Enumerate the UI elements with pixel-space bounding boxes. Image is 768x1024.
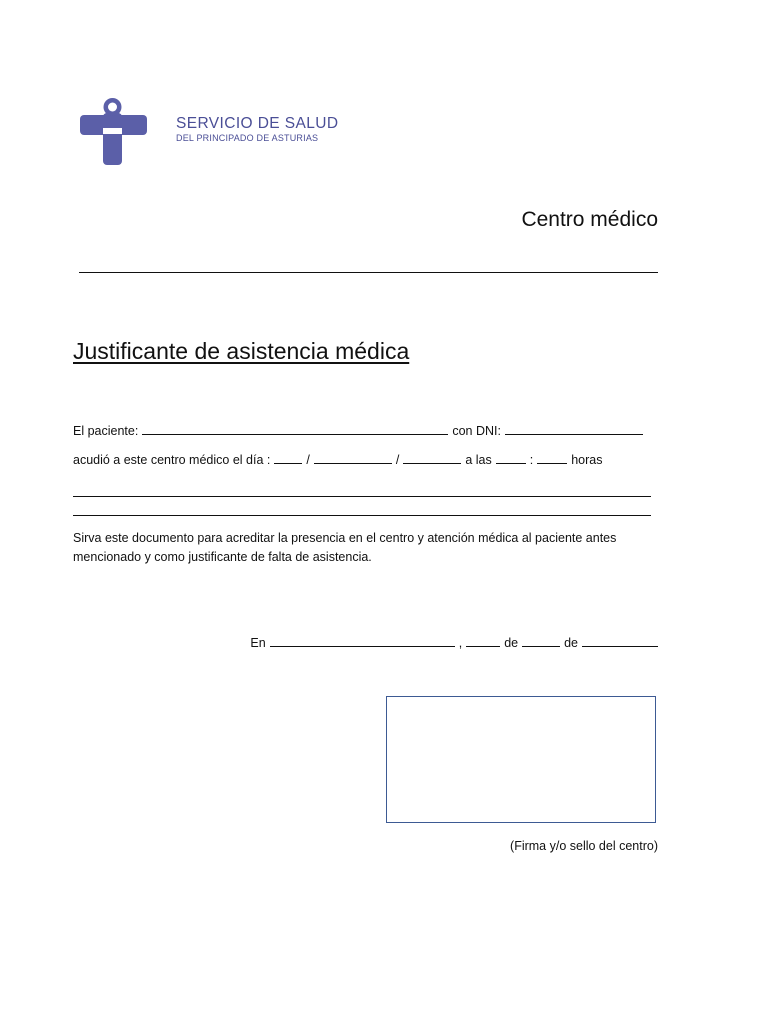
hour-field[interactable] [496, 462, 526, 464]
date-separator: / [395, 453, 400, 467]
notes-line[interactable] [73, 496, 651, 497]
de-label: de [564, 636, 578, 650]
sign-day-field[interactable] [466, 645, 500, 647]
hours-label: horas [571, 453, 603, 467]
patient-row [73, 424, 658, 438]
signature-seal-box[interactable] [386, 696, 656, 823]
de-label: de [504, 636, 519, 650]
sign-year-field[interactable] [582, 645, 658, 647]
document-title: Justificante de asistencia médica [73, 338, 410, 364]
time-separator: : [529, 453, 534, 467]
signature-caption: (Firma y/o sello del centro) [510, 839, 658, 853]
centro-medico-field[interactable] [79, 272, 658, 273]
time-label: a las [465, 453, 492, 467]
year-field[interactable] [403, 462, 461, 464]
centro-medico-label: Centro médico [521, 208, 658, 231]
cross-with-circle-icon [80, 98, 147, 165]
sign-month-field[interactable] [522, 645, 560, 647]
patient-label: El paciente: [73, 424, 139, 438]
statement-text: Sirva este documento para acreditar la presencia en el centro y atención médica al paciente antes mencionado y como justificante de falta de asistencia. [73, 531, 617, 564]
place-separator: , [458, 636, 463, 650]
visit-row [73, 453, 658, 467]
place-field[interactable] [270, 645, 455, 647]
dni-label: con DNI: [452, 424, 501, 438]
patient-name-field[interactable] [142, 433, 448, 435]
date-separator: / [306, 453, 310, 467]
place-label: En [250, 636, 266, 650]
logo-title: SERVICIO DE SALUD [176, 115, 339, 132]
place-date-row [250, 636, 658, 650]
notes-line[interactable] [73, 515, 651, 516]
dni-field[interactable] [505, 433, 643, 435]
logo-subtitle: DEL PRINCIPADO DE ASTURIAS [176, 133, 319, 143]
day-field[interactable] [274, 462, 302, 464]
month-field[interactable] [314, 462, 392, 464]
visit-text: acudió a este centro médico el día : [73, 453, 271, 467]
minute-field[interactable] [537, 462, 567, 464]
